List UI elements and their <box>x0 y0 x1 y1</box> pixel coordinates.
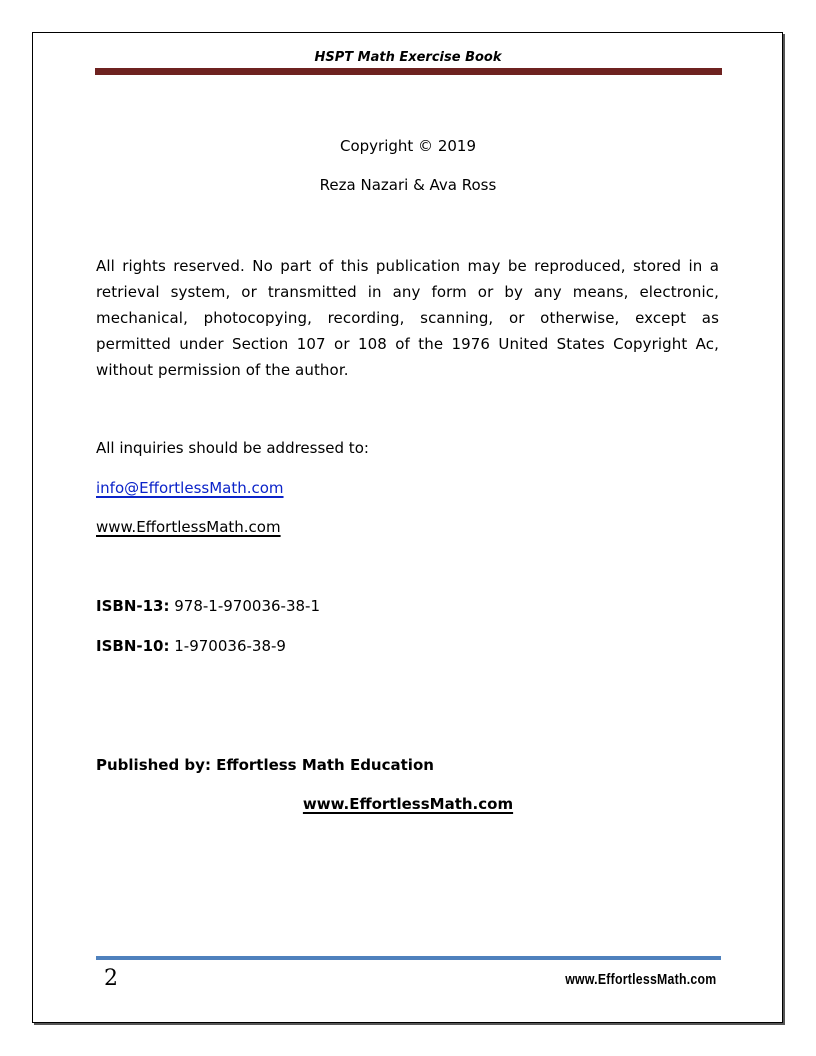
authors-line: Reza Nazari & Ava Ross <box>319 176 497 194</box>
footer-rule <box>96 956 721 960</box>
isbn13-row <box>96 597 719 615</box>
rights-paragraph: All rights reserved. No part of this publication may be reproduced, stored in a retrieval system, or transmitted in any form or by any means, electronic, mechanical, photocopying, recording, scanning, or otherwise, except as permitted under Section 107 or 108 of the 1976 United States Copyright Ac, without permission of the author. <box>96 257 719 379</box>
email-link[interactable]: info@EffortlessMath.com <box>96 479 284 497</box>
header-rule <box>95 68 722 75</box>
page-number: 2 <box>104 966 118 991</box>
inquiries-label: All inquiries should be addressed to: <box>96 439 369 457</box>
website-link[interactable]: www.EffortlessMath.com <box>96 518 281 536</box>
publisher-label: Published by: Effortless Math Education <box>96 756 434 774</box>
isbn13-label: ISBN-13: <box>96 597 170 615</box>
copyright-line: Copyright © 2019 <box>339 137 476 155</box>
isbn10-row <box>96 637 719 655</box>
isbn13-value: 978-1-970036-38-1 <box>174 597 320 615</box>
publisher-website-link[interactable]: www.EffortlessMath.com <box>302 795 514 813</box>
footer-website: www.EffortlessMath.com <box>564 971 716 988</box>
header-book-title: HSPT Math Exercise Book <box>314 50 502 65</box>
isbn10-label: ISBN-10: <box>96 637 170 655</box>
isbn10-value: 1-970036-38-9 <box>174 637 286 655</box>
